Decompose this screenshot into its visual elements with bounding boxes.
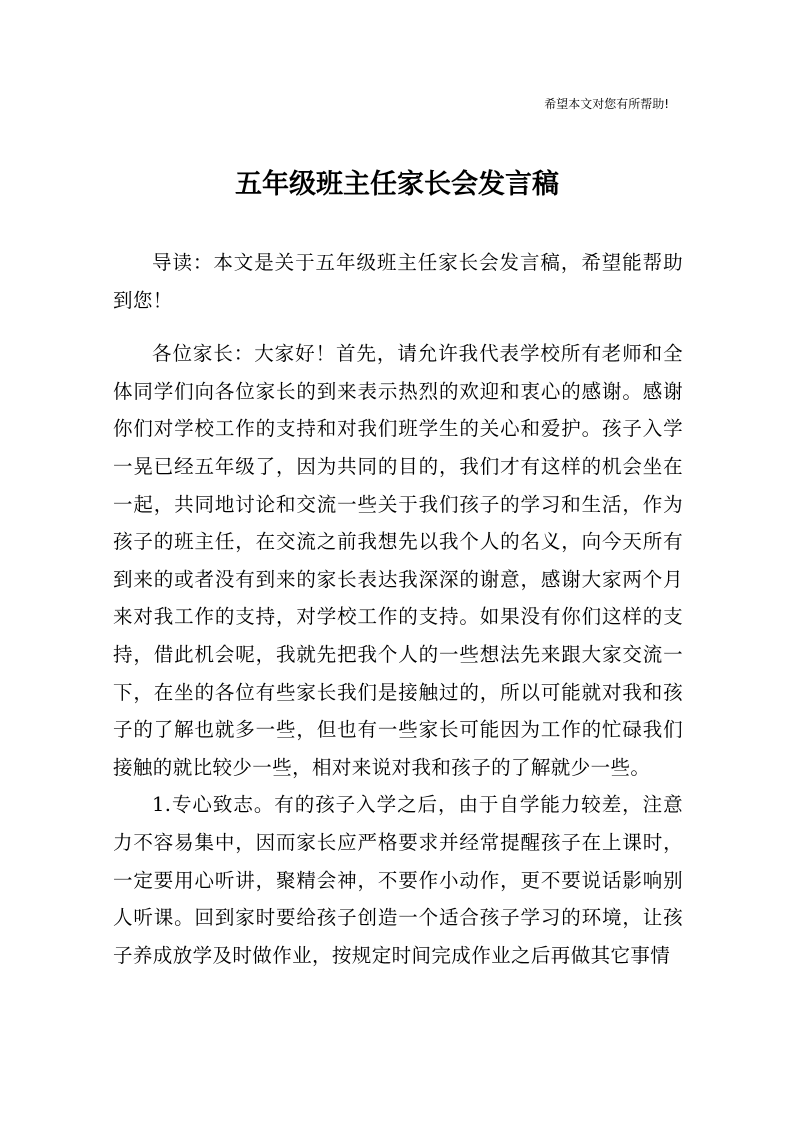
- intro-paragraph: 导读：本文是关于五年级班主任家长会发言稿，希望能帮助到您！: [113, 251, 683, 312]
- header-note: 希望本文对您有所帮助!: [544, 97, 669, 111]
- document-title: 五年级班主任家长会发言稿: [235, 169, 559, 200]
- paragraph-greeting: 各位家长：大家好！首先，请允许我代表学校所有老师和全体同学们向各位家长的到来表示热烈的欢迎和衷心的感谢。感谢你们对学校工作的支持和对我们班学生的关心和爱护。孩子入学一晃已经五年级了，因为共同的目的，我们才有这样的机会坐在一起，共同地讨论和交流一些关于我们孩子的学习和生活，作为孩子的班主任，在交流之前我想先以我个人的名义，向今天所有到来的或者没有到来的家长表达我深深的谢意，感谢大家两个月来对我工作的支持，对学校工作的支持。如果没有你们这样的支持，借此机会呢，我就先把我个人的一些想法先来跟大家交流一下，在坐的各位有些家长我们是接触过的，所以可能就对我和孩子的了解也就多一些，但也有一些家长可能因为工作的忙碌我们接触的就比较少一些，相对来说对我和孩子的了解就少一些。: [113, 342, 683, 779]
- document-body: [113, 244, 683, 974]
- paragraph-point-1: 1.专心致志。有的孩子入学之后，由于自学能力较差，注意力不容易集中，因而家长应严格要求并经常提醒孩子在上课时，一定要用心听讲，聚精会神，不要作小动作，更不要说话影响别人听课。回到家时要给孩子创造一个适合孩子学习的环境，让孩子养成放学及时做作业，按规定时间完成作业之后再做其它事情: [113, 793, 683, 967]
